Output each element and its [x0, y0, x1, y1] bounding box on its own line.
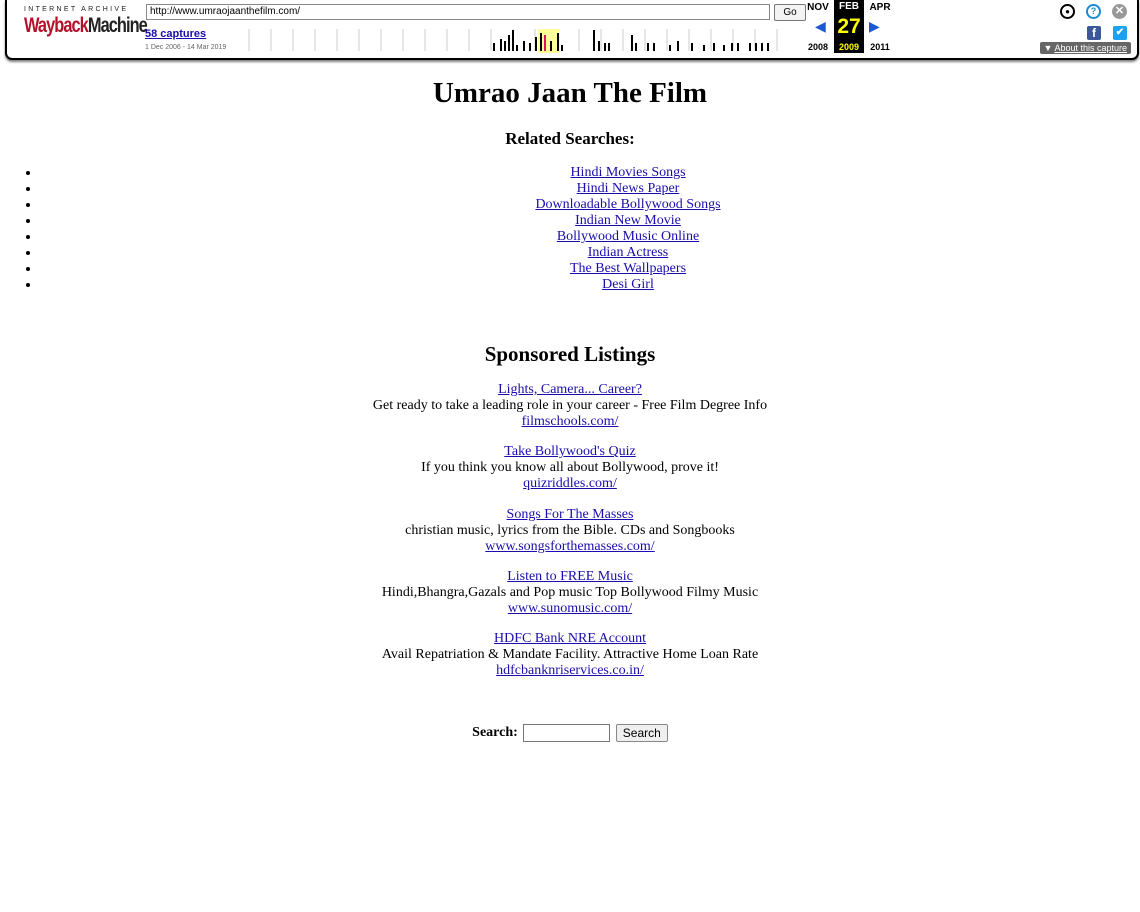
- list-item: [40, 181, 1140, 197]
- listing-title-link[interactable]: Songs For The Masses: [506, 507, 634, 522]
- capture-bar: [529, 43, 531, 51]
- related-link[interactable]: Bollywood Music Online: [556, 229, 700, 244]
- capture-bar: [713, 43, 715, 51]
- capture-bar: [737, 43, 739, 51]
- capture-bar: [512, 30, 514, 51]
- sponsored-listing: [0, 569, 1140, 617]
- wayback-toolbar: [5, 0, 1139, 60]
- prev-year-link[interactable]: 2008: [807, 42, 829, 52]
- list-item: [40, 277, 1140, 293]
- close-icon[interactable]: ✕: [1112, 4, 1127, 19]
- list-item: [40, 229, 1140, 245]
- capture-bar: [504, 41, 506, 51]
- logo-wayback-machine: [24, 14, 147, 37]
- current-day: 27: [834, 14, 864, 40]
- about-capture-button[interactable]: ▼ About this capture: [1040, 42, 1131, 54]
- next-capture-arrow-icon[interactable]: ▶: [869, 18, 880, 34]
- listing-url-link[interactable]: quizriddles.com/: [523, 476, 617, 491]
- capture-bar: [749, 43, 751, 51]
- current-month: FEB: [834, 0, 864, 14]
- capture-bar: [677, 41, 679, 51]
- sponsored-listing: [0, 382, 1140, 430]
- capture-bar: [703, 45, 705, 51]
- user-icon[interactable]: ●: [1060, 4, 1075, 19]
- listing-title-link[interactable]: Lights, Camera... Career?: [498, 382, 642, 397]
- sponsored-listing: [0, 631, 1140, 679]
- related-link[interactable]: Desi Girl: [602, 277, 654, 292]
- next-year-link[interactable]: 2011: [870, 42, 890, 52]
- related-link[interactable]: The Best Wallpapers: [569, 261, 687, 276]
- about-capture-label: About this capture: [1054, 43, 1127, 53]
- search-label: Search:: [472, 725, 518, 740]
- capture-bar: [608, 43, 610, 51]
- capture-bar: [653, 43, 655, 51]
- sponsored-listings-heading: Sponsored Listings: [484, 342, 656, 366]
- related-link[interactable]: Hindi Movies Songs: [570, 165, 686, 180]
- capture-bar: [604, 43, 606, 51]
- current-capture-marker: [544, 35, 546, 51]
- listing-url-link[interactable]: filmschools.com/: [521, 414, 619, 429]
- listing-title-link[interactable]: Listen to FREE Music: [507, 569, 633, 584]
- captures-link[interactable]: 58 captures: [145, 28, 207, 40]
- listing-title-link[interactable]: Take Bollywood's Quiz: [504, 444, 636, 459]
- capture-bar: [523, 41, 525, 51]
- capture-bar: [635, 43, 637, 51]
- capture-bar: [669, 45, 671, 51]
- logo-wayback: Wayback: [24, 14, 88, 37]
- list-item: [40, 213, 1140, 229]
- related-link[interactable]: Hindi News Paper: [576, 181, 680, 196]
- list-item: [40, 165, 1140, 181]
- list-item: [40, 261, 1140, 277]
- capture-bar: [557, 33, 559, 51]
- search-input[interactable]: [523, 724, 610, 742]
- related-searches-list: [0, 165, 1140, 293]
- logo-machine: Machine: [87, 14, 147, 37]
- page-title: Umrao Jaan The Film: [432, 77, 708, 109]
- capture-bar: [508, 35, 510, 51]
- listing-url-link[interactable]: hdfcbanknriservices.co.in/: [496, 663, 644, 678]
- capture-bar: [516, 45, 518, 51]
- search-button[interactable]: Search: [616, 724, 668, 742]
- capture-sparkline[interactable]: [241, 27, 801, 53]
- capture-bar: [500, 39, 502, 51]
- capture-bar: [723, 45, 725, 51]
- listing-url-link[interactable]: www.sunomusic.com/: [507, 601, 633, 616]
- list-item: [40, 197, 1140, 213]
- capture-bar: [731, 43, 733, 51]
- capture-bar: [691, 43, 693, 51]
- listing-description: Avail Repatriation & Mandate Facility. Attractive Home Loan Rate: [381, 647, 759, 662]
- listing-url-link[interactable]: www.songsforthemasses.com/: [485, 539, 655, 554]
- listing-description: If you think you know all about Bollywood, prove it!: [421, 460, 719, 475]
- logo-internet-archive: INTERNET ARCHIVE: [24, 6, 129, 13]
- capture-bar: [550, 41, 552, 51]
- listing-title-link[interactable]: HDFC Bank NRE Account: [493, 631, 647, 646]
- current-year: 2009: [834, 40, 864, 53]
- capture-bar: [647, 43, 649, 51]
- related-link[interactable]: Indian Actress: [587, 245, 669, 260]
- capture-bar: [767, 43, 769, 51]
- prev-capture-arrow-icon[interactable]: ◀: [815, 18, 826, 34]
- help-icon[interactable]: ?: [1086, 4, 1101, 19]
- twitter-icon[interactable]: ✔: [1113, 26, 1127, 40]
- capture-bar: [535, 37, 537, 51]
- listing-description: Get ready to take a leading role in your career - Free Film Degree Info: [372, 398, 768, 413]
- capture-date-range: 1 Dec 2006 - 14 Mar 2019: [145, 44, 227, 51]
- related-link[interactable]: Indian New Movie: [575, 213, 681, 228]
- capture-bar: [593, 30, 595, 51]
- capture-bar: [631, 35, 633, 51]
- go-button[interactable]: Go: [774, 4, 806, 21]
- related-link[interactable]: Downloadable Bollywood Songs: [535, 197, 721, 212]
- search-form: [0, 724, 1140, 742]
- capture-bar: [493, 43, 495, 51]
- listing-description: Hindi,Bhangra,Gazals and Pop music Top Bollywood Filmy Music: [381, 585, 759, 600]
- capture-bar: [540, 33, 542, 51]
- prev-month-link[interactable]: NOV: [807, 2, 829, 13]
- sponsored-listing: [0, 507, 1140, 555]
- listing-description: christian music, lyrics from the Bible. CDs and Songbooks: [405, 523, 735, 538]
- facebook-icon[interactable]: f: [1087, 26, 1101, 40]
- related-searches-heading: Related Searches:: [505, 129, 635, 148]
- wayback-logo[interactable]: [24, 6, 147, 37]
- capture-bar: [755, 43, 757, 51]
- next-month-link[interactable]: APR: [869, 2, 891, 13]
- url-input[interactable]: http://www.umraojaanthefilm.com/: [146, 4, 770, 20]
- sponsored-listing: [0, 444, 1140, 492]
- capture-bar: [761, 43, 763, 51]
- capture-bar: [598, 41, 600, 51]
- capture-bar: [561, 45, 563, 51]
- list-item: [40, 245, 1140, 261]
